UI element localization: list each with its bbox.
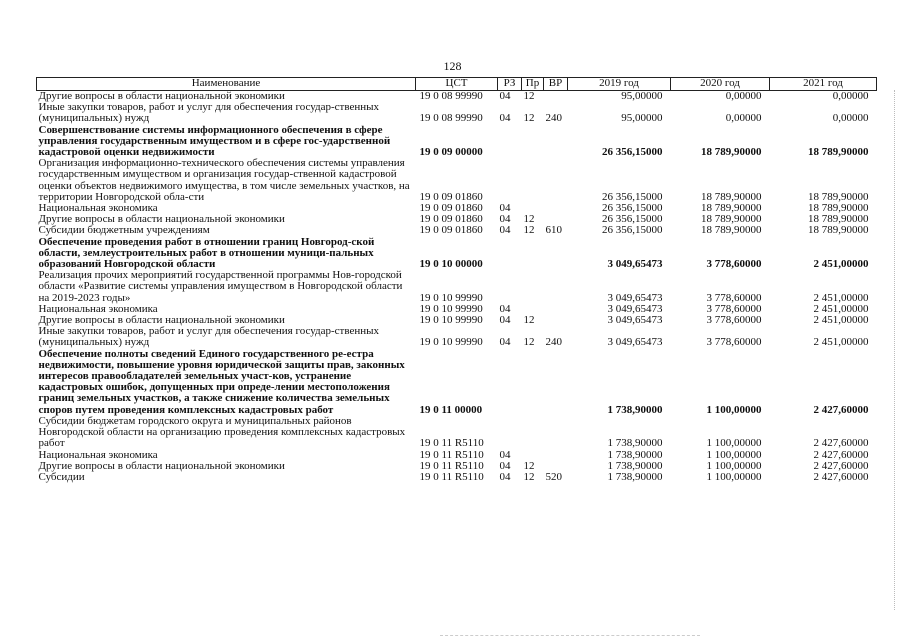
cell-vr — [544, 450, 568, 461]
cell-cst: 19 0 11 00000 — [419, 403, 483, 416]
cell-y2021: 2 451,00000 — [813, 291, 869, 304]
cell-y2019: 1 738,90000 — [607, 403, 663, 416]
cell-name: Иные закупки товаров, работ и услуг для обеспечения государ-ственных (муниципальных) нужд — [38, 325, 380, 349]
cell-name: Другие вопросы в области национальной экономики — [38, 314, 285, 327]
cell-vr — [544, 315, 568, 326]
cell-cst: 19 0 10 99990 — [419, 302, 483, 315]
cell-rz: 04 — [499, 224, 511, 237]
cell-y2019: 26 356,15000 — [602, 202, 663, 215]
cell-cst: 19 0 11 R5110 — [419, 459, 484, 472]
cell-y2021: 2 451,00000 — [813, 302, 869, 315]
cell-y2019: 3 049,65473 — [607, 291, 663, 304]
cell-name: Обеспечение полноты сведений Единого государственного ре-естра недвижимости, повышение уровня юридической защиты прав, законных интересов правообладателей земельных участ-ков, устранение кадастровых ошибок, допущенных при опреде-лении местоположения границ земельных участков, а также снижение количества земельных споров путем проведения комплексных кадастровых работ — [38, 347, 405, 416]
cell-cst: 19 0 10 99990 — [419, 314, 483, 327]
cell-name: Иные закупки товаров, работ и услуг для обеспечения государ-ственных (муниципальных) нужд — [38, 101, 380, 125]
table-row — [37, 416, 877, 450]
cell-y2020: 18 789,90000 — [701, 224, 762, 237]
cell-y2019: 95,00000 — [621, 90, 663, 102]
cell-y2021: 2 451,00000 — [813, 258, 869, 271]
cell-pr — [522, 349, 544, 416]
cell-pr: 12 — [523, 213, 535, 226]
cell-pr: 12 — [523, 112, 535, 125]
cell-y2019: 3 049,65473 — [607, 314, 663, 327]
cell-rz — [498, 125, 522, 159]
cell-vr — [544, 203, 568, 214]
cell-y2019: 95,00000 — [621, 112, 663, 125]
cell-pr — [522, 270, 544, 304]
cell-y2021: 18 789,90000 — [808, 190, 869, 203]
cell-pr — [522, 125, 544, 159]
header-2019: 2019 год — [568, 78, 671, 91]
table-row — [37, 225, 877, 236]
cell-y2019: 26 356,15000 — [602, 213, 663, 226]
header-pr: Пр — [522, 78, 544, 91]
cell-pr: 12 — [523, 224, 535, 237]
cell-cst: 19 0 09 00000 — [419, 146, 483, 159]
cell-name: Другие вопросы в области национальной экономики — [38, 90, 285, 102]
cell-y2020: 0,00000 — [725, 90, 762, 102]
cell-name: Национальная экономика — [38, 202, 158, 215]
cell-y2019: 3 049,65473 — [607, 336, 663, 349]
cell-y2021: 2 427,60000 — [813, 459, 869, 472]
header-2020: 2020 год — [671, 78, 770, 91]
table-row — [37, 237, 877, 271]
cell-rz: 04 — [499, 213, 511, 226]
cell-y2021: 18 789,90000 — [808, 224, 869, 237]
cell-y2021: 18 789,90000 — [808, 146, 869, 159]
cell-y2020: 1 100,00000 — [706, 403, 762, 416]
cell-y2021: 2 427,60000 — [813, 437, 869, 450]
cell-vr — [544, 125, 568, 159]
cell-rz — [498, 270, 522, 304]
cell-y2019: 3 049,65473 — [607, 302, 663, 315]
cell-pr: 12 — [523, 470, 535, 483]
cell-pr — [522, 416, 544, 450]
cell-y2019: 26 356,15000 — [602, 146, 663, 159]
cell-cst: 19 0 09 01860 — [419, 224, 483, 237]
cell-cst: 19 0 10 99990 — [419, 336, 483, 349]
table-row — [37, 326, 877, 348]
cell-y2020: 1 100,00000 — [706, 437, 762, 450]
cell-vr — [544, 416, 568, 450]
cell-y2020: 1 100,00000 — [706, 470, 762, 483]
cell-vr — [544, 270, 568, 304]
cell-y2019: 3 049,65473 — [607, 258, 663, 271]
cell-y2021: 18 789,90000 — [808, 202, 869, 215]
scan-bottom-mark — [440, 635, 700, 638]
cell-name: Совершенствование системы информационного обеспечения в сфере управления государственным имуществом и в сфере гос-ударственной кадастровой оценки недвижимости — [38, 123, 391, 159]
cell-name: Национальная экономика — [38, 302, 158, 315]
cell-rz: 04 — [499, 202, 511, 215]
cell-y2021: 2 427,60000 — [813, 403, 869, 416]
cell-y2021: 2 427,60000 — [813, 470, 869, 483]
budget-table — [36, 77, 877, 483]
cell-vr: 610 — [545, 224, 562, 237]
cell-y2021: 2 451,00000 — [813, 314, 869, 327]
cell-vr: 520 — [545, 470, 562, 483]
cell-cst: 19 0 09 01860 — [419, 202, 483, 215]
cell-y2019: 1 738,90000 — [607, 448, 663, 461]
cell-cst: 19 0 11 R5110 — [419, 437, 484, 450]
cell-y2020: 1 100,00000 — [706, 448, 762, 461]
cell-y2021: 2 427,60000 — [813, 448, 869, 461]
cell-y2020: 18 789,90000 — [701, 213, 762, 226]
cell-y2020: 18 789,90000 — [701, 202, 762, 215]
cell-cst: 19 0 10 00000 — [419, 258, 483, 271]
cell-y2019: 1 738,90000 — [607, 470, 663, 483]
page-number: 128 — [443, 59, 462, 73]
cell-rz: 04 — [499, 90, 511, 102]
cell-y2020: 3 778,60000 — [706, 302, 762, 315]
cell-cst: 19 0 09 01860 — [419, 213, 483, 226]
cell-y2020: 3 778,60000 — [706, 314, 762, 327]
cell-pr — [522, 237, 544, 271]
cell-y2020: 3 778,60000 — [706, 258, 762, 271]
table-row — [37, 349, 877, 416]
cell-y2019: 26 356,15000 — [602, 190, 663, 203]
cell-name: Субсидии бюджетам городского округа и муниципальных районов Новгородской области на организацию проведения комплексных кадастровых работ — [38, 414, 406, 450]
cell-cst: 19 0 09 01860 — [419, 190, 483, 203]
cell-name: Субсидии — [38, 470, 85, 483]
cell-name: Субсидии бюджетным учреждениям — [38, 224, 210, 237]
cell-cst: 19 0 08 99990 — [419, 112, 483, 125]
table-row — [37, 158, 877, 203]
cell-y2021: 2 451,00000 — [813, 336, 869, 349]
cell-rz — [498, 349, 522, 416]
cell-y2020: 1 100,00000 — [706, 459, 762, 472]
cell-name: Обеспечение проведения работ в отношении границ Новгород-ской области, землеустроительных работ в отношении муници-пальных образований Новгородской области — [38, 235, 375, 271]
table-row — [37, 270, 877, 304]
cell-name: Другие вопросы в области национальной экономики — [38, 459, 285, 472]
cell-cst: 19 0 08 99990 — [419, 90, 483, 102]
cell-pr: 12 — [523, 314, 535, 327]
cell-pr: 12 — [523, 90, 535, 102]
cell-vr — [544, 158, 568, 203]
cell-y2021: 0,00000 — [832, 90, 869, 102]
cell-rz: 04 — [499, 470, 511, 483]
header-name: Наименование — [37, 78, 416, 91]
cell-y2021: 18 789,90000 — [808, 213, 869, 226]
cell-y2019: 1 738,90000 — [607, 437, 663, 450]
table-row — [37, 125, 877, 159]
cell-rz — [498, 237, 522, 271]
cell-cst: 19 0 11 R5110 — [419, 470, 484, 483]
cell-pr: 12 — [523, 459, 535, 472]
cell-rz — [498, 416, 522, 450]
cell-y2019: 1 738,90000 — [607, 459, 663, 472]
cell-vr — [544, 304, 568, 315]
cell-cst: 19 0 11 R5110 — [419, 448, 484, 461]
header-2021: 2021 год — [770, 78, 877, 91]
table-row — [37, 102, 877, 124]
cell-cst: 19 0 10 99990 — [419, 291, 483, 304]
cell-rz: 04 — [499, 314, 511, 327]
cell-y2020: 3 778,60000 — [706, 291, 762, 304]
cell-pr — [522, 158, 544, 203]
cell-vr: 240 — [545, 112, 562, 125]
cell-rz: 04 — [499, 302, 511, 315]
cell-rz — [498, 158, 522, 203]
scan-edge-mark — [893, 90, 895, 610]
table-header-row — [37, 78, 877, 91]
table-body — [37, 91, 877, 484]
cell-y2020: 18 789,90000 — [701, 190, 762, 203]
cell-y2020: 18 789,90000 — [701, 146, 762, 159]
cell-name: Другие вопросы в области национальной экономики — [38, 213, 285, 226]
cell-name: Организация информационно-технического обеспечения системы управления государственным имуществом и организация государ-ственной кадастровой оценки объектов недвижимого имущества, в том числе земельных участков, на территории Новгородской обла-сти — [38, 157, 410, 203]
cell-y2020: 3 778,60000 — [706, 336, 762, 349]
cell-vr: 240 — [545, 336, 562, 349]
cell-rz: 04 — [499, 459, 511, 472]
cell-vr — [544, 91, 568, 103]
header-cst: ЦСТ — [416, 78, 498, 91]
cell-rz: 04 — [499, 112, 511, 125]
cell-pr: 12 — [523, 336, 535, 349]
cell-y2019: 26 356,15000 — [602, 224, 663, 237]
cell-y2020: 0,00000 — [725, 112, 762, 125]
cell-vr — [544, 349, 568, 416]
table-row — [37, 472, 877, 483]
cell-rz: 04 — [499, 448, 511, 461]
cell-rz: 04 — [499, 336, 511, 349]
header-rz: РЗ — [498, 78, 522, 91]
cell-y2021: 0,00000 — [832, 112, 869, 125]
cell-name: Национальная экономика — [38, 448, 158, 461]
header-vr: ВР — [544, 78, 568, 91]
cell-name: Реализация прочих мероприятий государственной программы Нов-городской области «Развитие системы управления имуществом в Новгородской области на 2019-2023 годы» — [38, 269, 403, 304]
cell-vr — [544, 237, 568, 271]
